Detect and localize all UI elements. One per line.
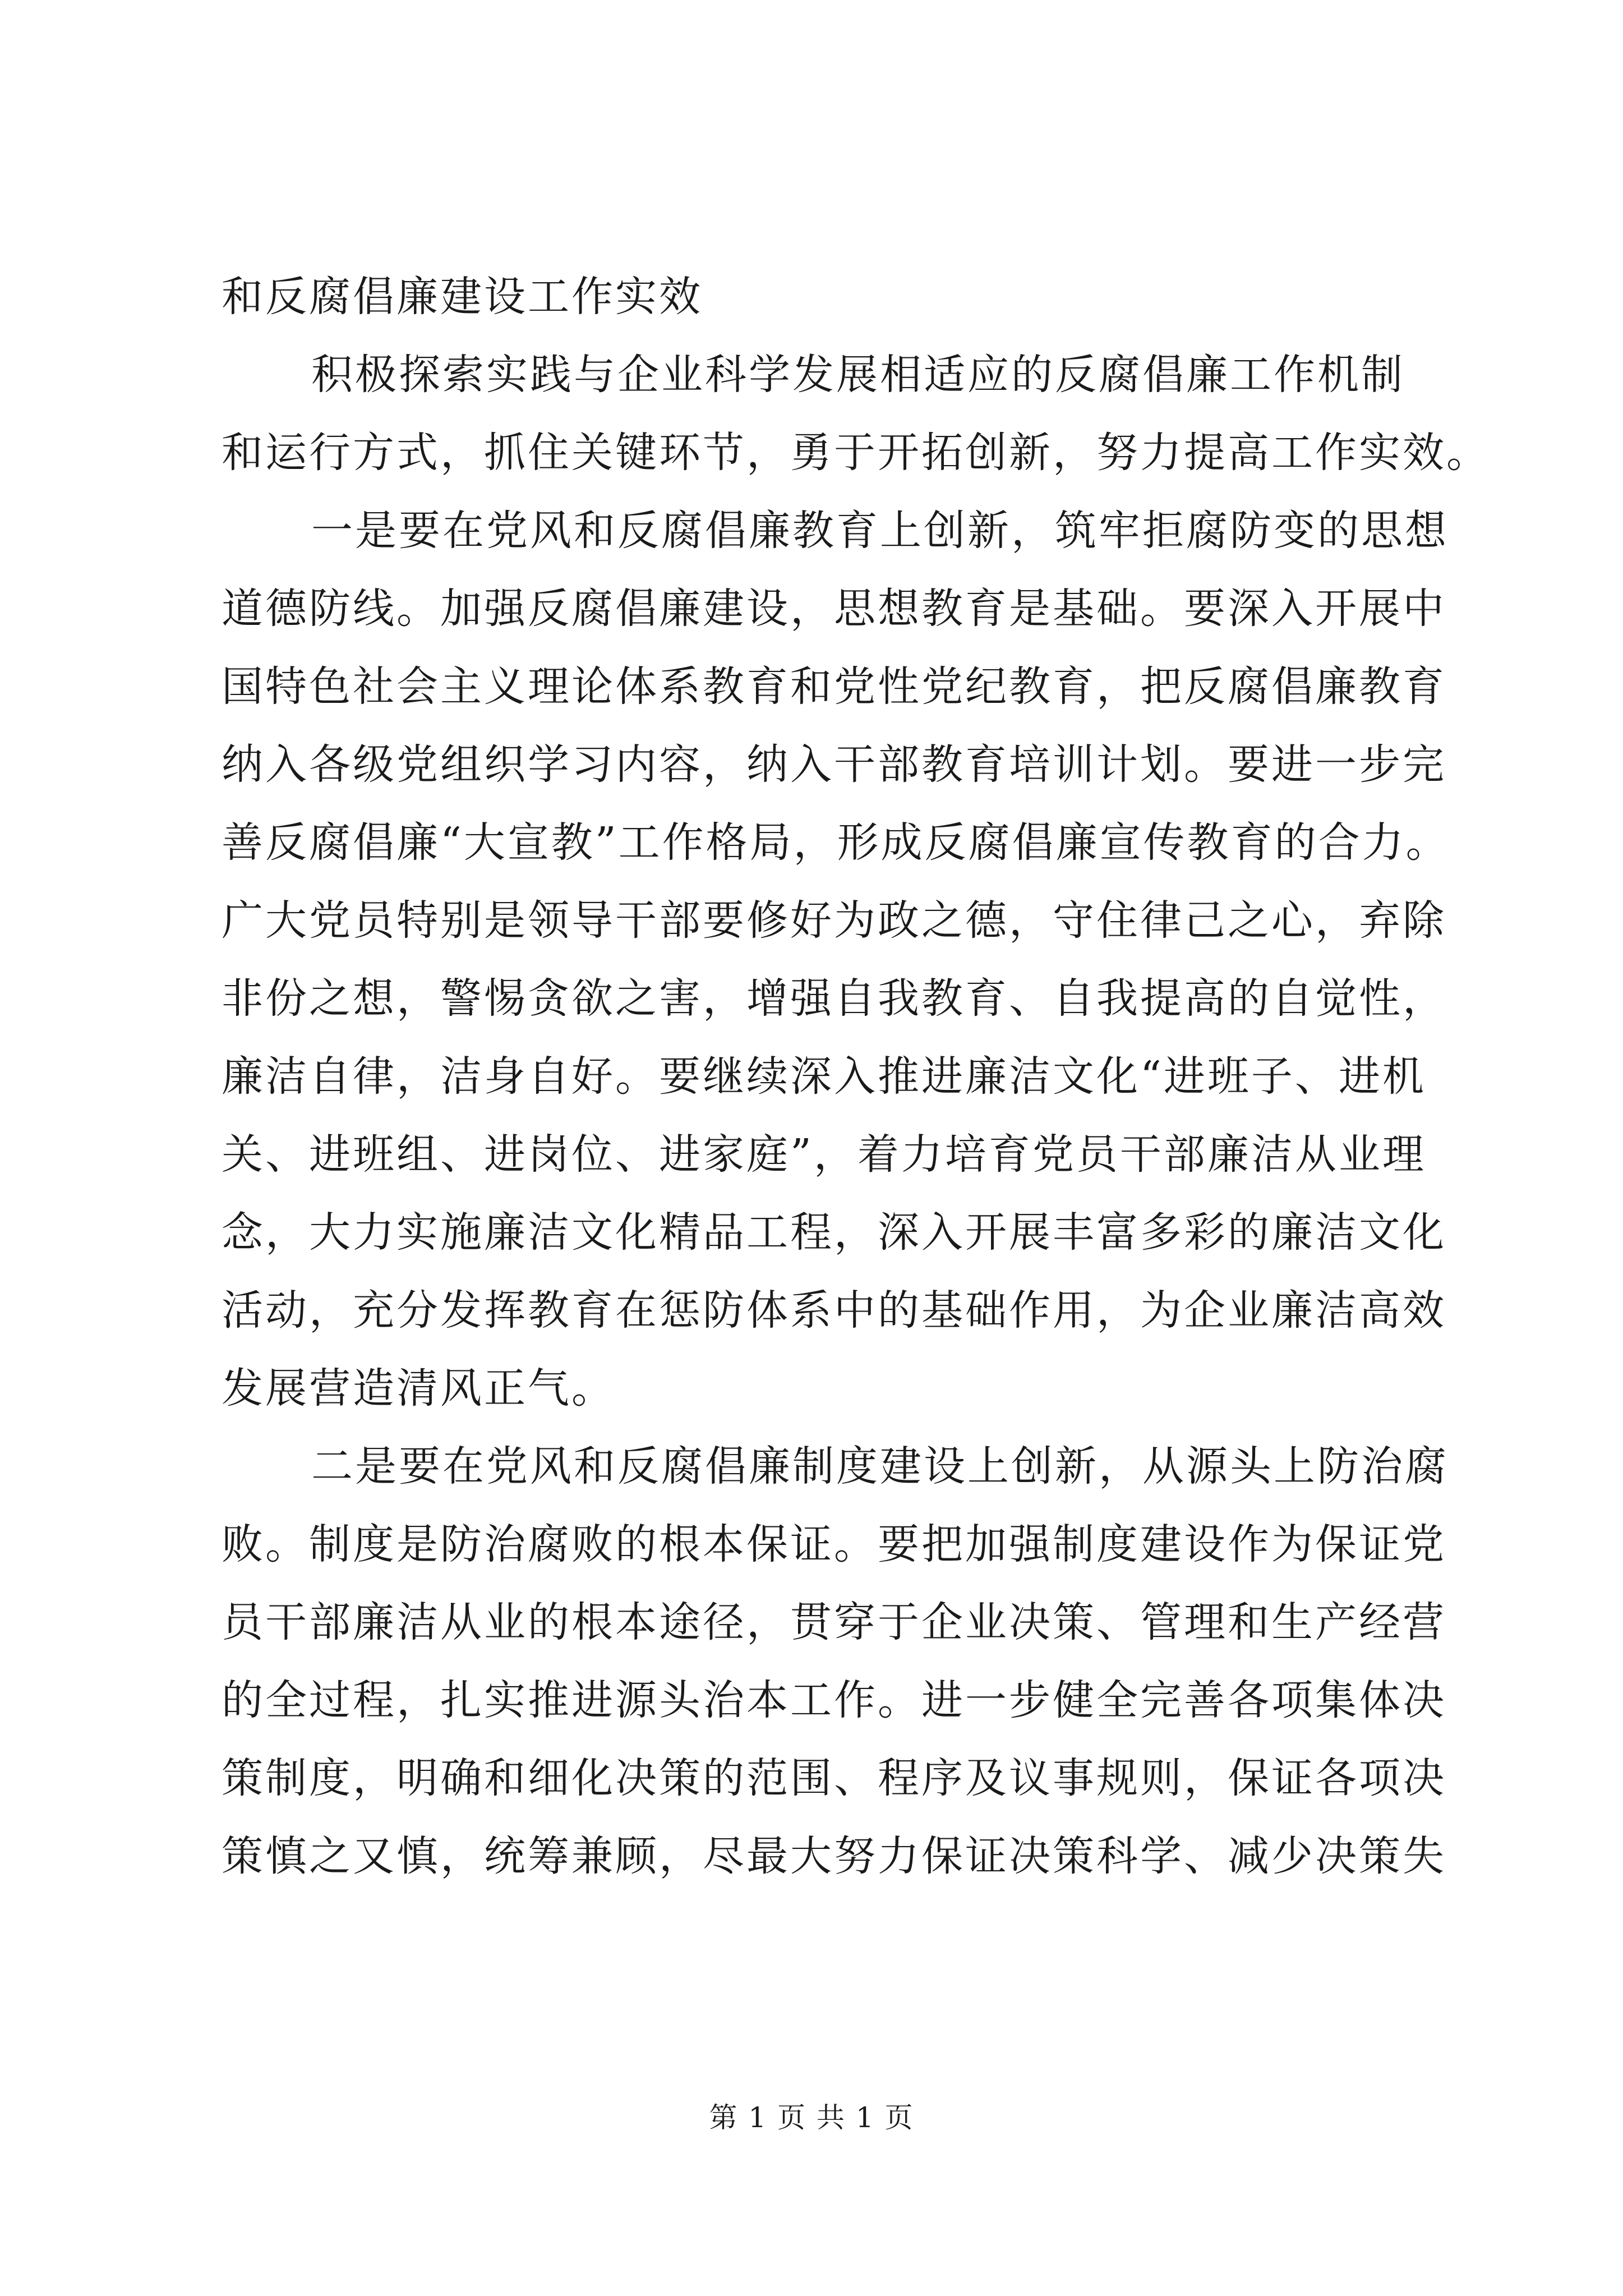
text-line: 国特色社会主义理论体系教育和党性党纪教育，把反腐倡廉教育 [222,662,1446,711]
text-line: 发展营造清风正气。 [222,1364,615,1412]
text-line: 念，大力实施廉洁文化精品工程，深入开展丰富多彩的廉洁文化 [222,1208,1446,1257]
text-line: 的全过程，扎实推进源头治本工作。进一步健全完善各项集体决 [222,1676,1446,1724]
text-line: 非份之想，警惕贪欲之害，增强自我教育、自我提高的自觉性， [222,974,1446,1023]
text-line: 纳入各级党组织学习内容，纳入干部教育培训计划。要进一步完 [222,740,1446,789]
paragraph-first-line: 一是要在党风和反腐倡廉教育上创新，筑牢拒腐防变的思想 [311,507,1449,555]
page-footer: 第 1 页 共 1 页 [709,2101,914,2134]
text-line: 活动，充分发挥教育在惩防体系中的基础作用，为企业廉洁高效 [222,1286,1446,1335]
text-line: 策慎之又慎，统筹兼顾，尽最大努力保证决策科学、减少决策失 [222,1832,1446,1880]
paragraph-first-line: 二是要在党风和反腐倡廉制度建设上创新，从源头上防治腐 [311,1442,1449,1490]
text-line: 员干部廉洁从业的根本途径，贯穿于企业决策、管理和生产经营 [222,1598,1446,1646]
text-line: 道德防线。加强反腐倡廉建设，思想教育是基础。要深入开展中 [222,585,1446,633]
document-body [222,258,1490,1895]
text-line: 和运行方式，抓住关键环节，勇于开拓创新，努力提高工作实效。 [222,429,1490,477]
text-line: 败。制度是防治腐败的根本保证。要把加强制度建设作为保证党 [222,1520,1446,1568]
text-line: 策制度，明确和细化决策的范围、程序及议事规则，保证各项决 [222,1754,1446,1802]
text-line: 广大党员特别是领导干部要修好为政之德，守住律己之心，弃除 [222,896,1446,945]
text-line: 善反腐倡廉“大宣教”工作格局，形成反腐倡廉宣传教育的合力。 [222,818,1450,867]
paragraph-first-line: 积极探索实践与企业科学发展相适应的反腐倡廉工作机制 [311,351,1405,399]
text-line: 廉洁自律，洁身自好。要继续深入推进廉洁文化“进班子、进机 [222,1052,1426,1101]
text-line: 和反腐倡廉建设工作实效 [222,273,703,321]
text-line: 关、进班组、进岗位、进家庭”，着力培育党员干部廉洁从业理 [222,1130,1426,1179]
